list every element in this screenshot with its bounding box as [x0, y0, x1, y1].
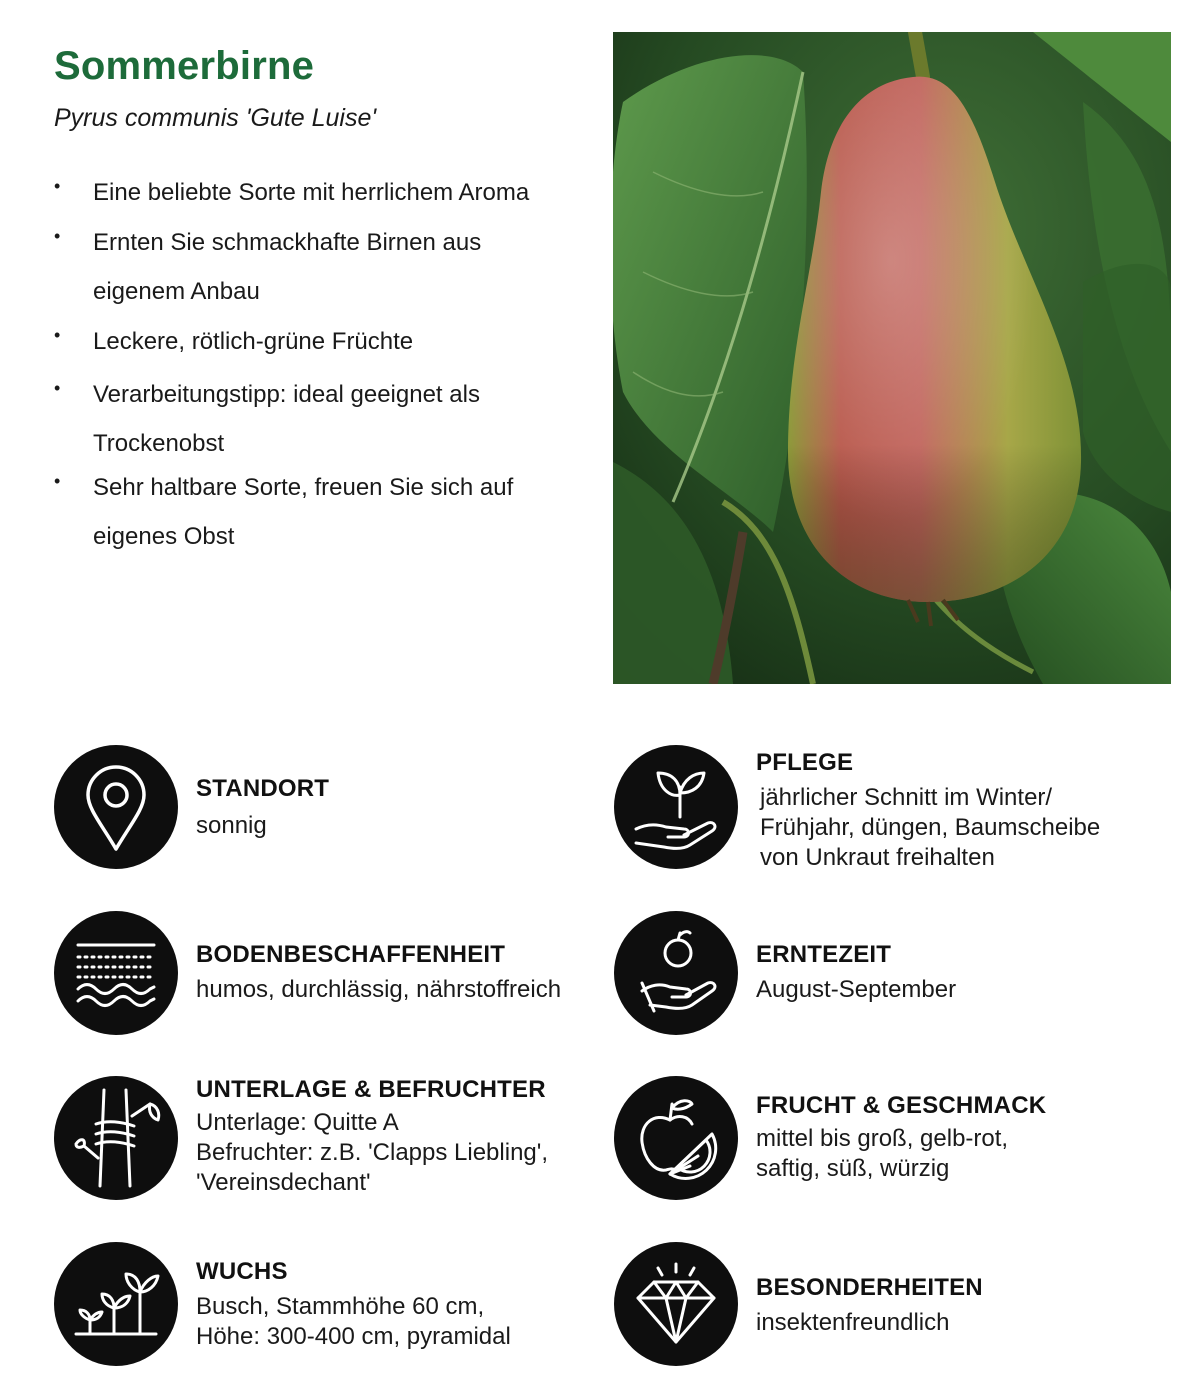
feature-value-line: Befruchter: z.B. 'Clapps Liebling',	[196, 1139, 549, 1166]
icon-circle	[614, 1242, 738, 1366]
feature-value-line: 'Vereinsdechant'	[196, 1169, 371, 1196]
icon-circle	[614, 911, 738, 1035]
feature-value: humos, durchlässig, nährstoffreich	[196, 976, 562, 1003]
feature-label: BESONDERHEITEN	[756, 1274, 983, 1301]
feature-label: PFLEGE	[756, 749, 854, 776]
bullet-item	[54, 370, 554, 468]
bullet-dot: •	[54, 176, 61, 196]
apple-citrus-icon	[614, 1076, 738, 1200]
feature-label: ERNTEZEIT	[756, 941, 892, 968]
diamond-icon	[614, 1242, 738, 1366]
feature-value-line: Frühjahr, düngen, Baumscheibe	[760, 814, 1101, 841]
feature-value-line: von Unkraut freihalten	[760, 844, 995, 871]
page-title: Sommerbirne	[54, 44, 315, 88]
feature-erntezeit	[614, 911, 1174, 1035]
bullet-item	[54, 168, 594, 217]
bullet-text: Ernten Sie schmackhafte Birnen aus eigenem Anbau	[93, 229, 482, 305]
icon-circle	[54, 745, 178, 869]
bullet-item	[54, 218, 554, 316]
feature-label: FRUCHT & GESCHMACK	[756, 1092, 1047, 1119]
botanical-name: Pyrus communis 'Gute Luise'	[54, 104, 377, 132]
icon-circle	[54, 911, 178, 1035]
bullet-dot: •	[54, 325, 61, 345]
feature-label: UNTERLAGE & BEFRUCHTER	[196, 1076, 546, 1103]
feature-frucht	[614, 1076, 1174, 1200]
bullet-text: Verarbeitungstipp: ideal geeignet als Trockenobst	[93, 381, 480, 457]
feature-value-line: Unterlage: Quitte A	[196, 1109, 399, 1136]
bullet-text: Eine beliebte Sorte mit herrlichem Aroma	[93, 179, 530, 206]
feature-value-line: Höhe: 300-400 cm, pyramidal	[196, 1323, 511, 1350]
feature-unterlage	[54, 1076, 614, 1206]
feature-label: WUCHS	[196, 1258, 288, 1285]
fruit-in-hand-icon	[614, 911, 738, 1035]
bullet-dot: •	[54, 471, 61, 491]
bullet-text: Leckere, rötlich-grüne Früchte	[93, 328, 414, 355]
feature-value-line: jährlicher Schnitt im Winter/	[760, 784, 1053, 811]
feature-value-line: mittel bis groß, gelb-rot,	[756, 1125, 1009, 1152]
feature-label: BODENBESCHAFFENHEIT	[196, 941, 506, 968]
feature-label: STANDORT	[196, 775, 330, 802]
feature-value: sonnig	[196, 812, 267, 839]
location-pin-icon	[54, 745, 178, 869]
soil-layers-icon	[54, 911, 178, 1035]
feature-boden	[54, 911, 614, 1035]
icon-circle	[54, 1076, 178, 1200]
grafted-branch-icon	[54, 1076, 178, 1200]
feature-pflege	[614, 745, 1174, 875]
feature-value: August-September	[756, 976, 957, 1003]
icon-circle	[54, 1242, 178, 1366]
bullet-dot: •	[54, 226, 61, 246]
bullet-item	[54, 463, 534, 561]
feature-besonderheiten	[614, 1242, 1174, 1366]
bullet-dot: •	[54, 378, 61, 398]
feature-value-line: saftig, süß, würzig	[756, 1155, 950, 1182]
icon-circle	[614, 1076, 738, 1200]
pear-photo	[613, 32, 1171, 684]
feature-value: insektenfreundlich	[756, 1309, 950, 1336]
feature-value-line: Busch, Stammhöhe 60 cm,	[196, 1293, 485, 1320]
feature-wuchs	[54, 1242, 614, 1366]
growing-plants-icon	[54, 1242, 178, 1366]
plant-in-hand-icon	[614, 745, 738, 869]
feature-standort	[54, 745, 594, 869]
bullet-item	[54, 317, 594, 366]
bullet-text: Sehr haltbare Sorte, freuen Sie sich auf eigenes Obst	[93, 474, 514, 550]
icon-circle	[614, 745, 738, 869]
